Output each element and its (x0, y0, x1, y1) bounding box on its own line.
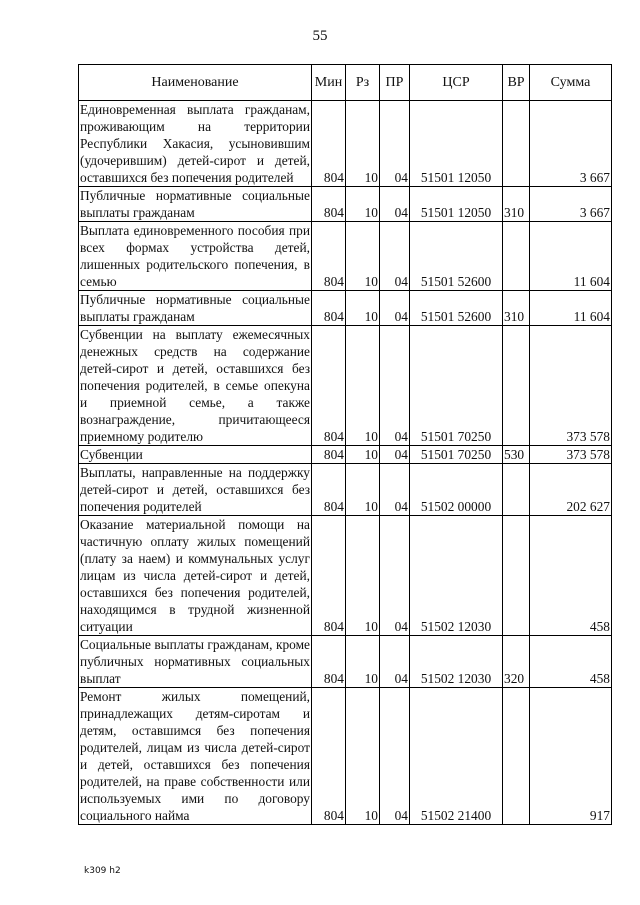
table-row (79, 516, 612, 636)
row-rz: 10 (346, 688, 380, 825)
row-sum: 458 (530, 636, 612, 688)
row-pr: 04 (380, 636, 410, 688)
row-min: 804 (312, 688, 346, 825)
row-name: Публичные нормативные социальные выплаты гражданам (80, 292, 310, 324)
row-pr: 04 (380, 101, 410, 187)
header-name: Наименование (79, 65, 312, 101)
row-min: 804 (312, 446, 346, 464)
row-csr: 51501 12050 (410, 101, 503, 187)
row-name: Оказание материальной помощи на частичную оплату жилых помещений (плату за наем) и коммунальных услуг лицам из числа детей-сирот и детей, оставшихся без попечения родителей, находящимся в трудной жизненной ситуации (80, 517, 310, 634)
budget-table (78, 64, 612, 825)
row-sum: 202 627 (530, 464, 612, 516)
row-name: Социальные выплаты гражданам, кроме публичных нормативных социальных выплат (80, 637, 310, 686)
row-pr: 04 (380, 688, 410, 825)
table-row (79, 222, 612, 291)
row-csr: 51502 12030 (410, 516, 503, 636)
row-min: 804 (312, 516, 346, 636)
row-sum: 3 667 (530, 187, 612, 222)
row-min: 804 (312, 101, 346, 187)
row-rz: 10 (346, 446, 380, 464)
row-pr: 04 (380, 446, 410, 464)
table-row (79, 187, 612, 222)
row-sum: 11 604 (530, 222, 612, 291)
table-row (79, 688, 612, 825)
row-name: Субвенции на выплату ежемесячных денежных средств на содержание детей-сирот и детей, оставшихся без попечения родителей, в семье опекуна и приемной семье, а также вознаграждение, причитающееся приемному родителю (80, 327, 310, 444)
page-number: 55 (312, 28, 328, 44)
row-rz: 10 (346, 101, 380, 187)
row-sum: 11 604 (530, 291, 612, 326)
header-row (79, 65, 612, 101)
row-vr: 310 (503, 291, 530, 326)
table-row (79, 464, 612, 516)
header-csr: ЦСР (410, 65, 503, 101)
row-rz: 10 (346, 187, 380, 222)
row-rz: 10 (346, 636, 380, 688)
row-pr: 04 (380, 291, 410, 326)
row-vr (503, 326, 530, 446)
table-row (79, 446, 612, 464)
row-vr: 320 (503, 636, 530, 688)
row-csr: 51502 21400 (410, 688, 503, 825)
row-min: 804 (312, 464, 346, 516)
row-sum: 3 667 (530, 101, 612, 187)
table-row (79, 326, 612, 446)
row-rz: 10 (346, 291, 380, 326)
row-min: 804 (312, 291, 346, 326)
row-name: Публичные нормативные социальные выплаты гражданам (80, 188, 310, 220)
table-row (79, 636, 612, 688)
row-vr: 310 (503, 187, 530, 222)
row-name: Ремонт жилых помещений, принадлежащих детям-сиротам и детям, оставшимся без попечения родителей, лицам из числа детей-сирот и детей, оставшихся без попечения родителей, на праве собственности или используемых ими по договору социального найма (80, 689, 310, 823)
row-name: Выплаты, направленные на поддержку детей-сирот и детей, оставшихся без попечения родителей (80, 465, 310, 514)
header-pr: ПР (380, 65, 410, 101)
row-vr (503, 222, 530, 291)
row-pr: 04 (380, 516, 410, 636)
header-rz: Рз (346, 65, 380, 101)
row-sum: 458 (530, 516, 612, 636)
header-sum: Сумма (530, 65, 612, 101)
row-min: 804 (312, 222, 346, 291)
row-vr (503, 516, 530, 636)
table-row (79, 291, 612, 326)
footer-code: k309 h2 (84, 866, 121, 876)
row-vr (503, 101, 530, 187)
row-csr: 51501 52600 (410, 222, 503, 291)
row-sum: 373 578 (530, 326, 612, 446)
row-rz: 10 (346, 326, 380, 446)
row-name: Выплата единовременного пособия при всех формах устройства детей, лишенных родительского попечения, в семью (80, 223, 310, 289)
row-sum: 917 (530, 688, 612, 825)
row-csr: 51501 52600 (410, 291, 503, 326)
row-rz: 10 (346, 222, 380, 291)
row-rz: 10 (346, 516, 380, 636)
row-name: Субвенции (79, 446, 312, 464)
row-min: 804 (312, 326, 346, 446)
row-pr: 04 (380, 187, 410, 222)
row-csr: 51501 12050 (410, 187, 503, 222)
header-min: Мин (312, 65, 346, 101)
row-csr: 51501 70250 (410, 326, 503, 446)
row-min: 804 (312, 636, 346, 688)
header-vr: ВР (503, 65, 530, 101)
row-vr (503, 688, 530, 825)
table-row (79, 101, 612, 187)
row-vr (503, 464, 530, 516)
row-pr: 04 (380, 222, 410, 291)
row-min: 804 (312, 187, 346, 222)
row-csr: 51501 70250 (410, 446, 503, 464)
row-pr: 04 (380, 326, 410, 446)
row-csr: 51502 12030 (410, 636, 503, 688)
row-rz: 10 (346, 464, 380, 516)
row-csr: 51502 00000 (410, 464, 503, 516)
row-name: Единовременная выплата гражданам, проживающим на территории Республики Хакасия, усыновившим (удочерившим) детей-сирот и детей, оставшихся без попечения родителей (80, 102, 310, 185)
row-pr: 04 (380, 464, 410, 516)
row-sum: 373 578 (530, 446, 612, 464)
row-vr: 530 (503, 446, 530, 464)
